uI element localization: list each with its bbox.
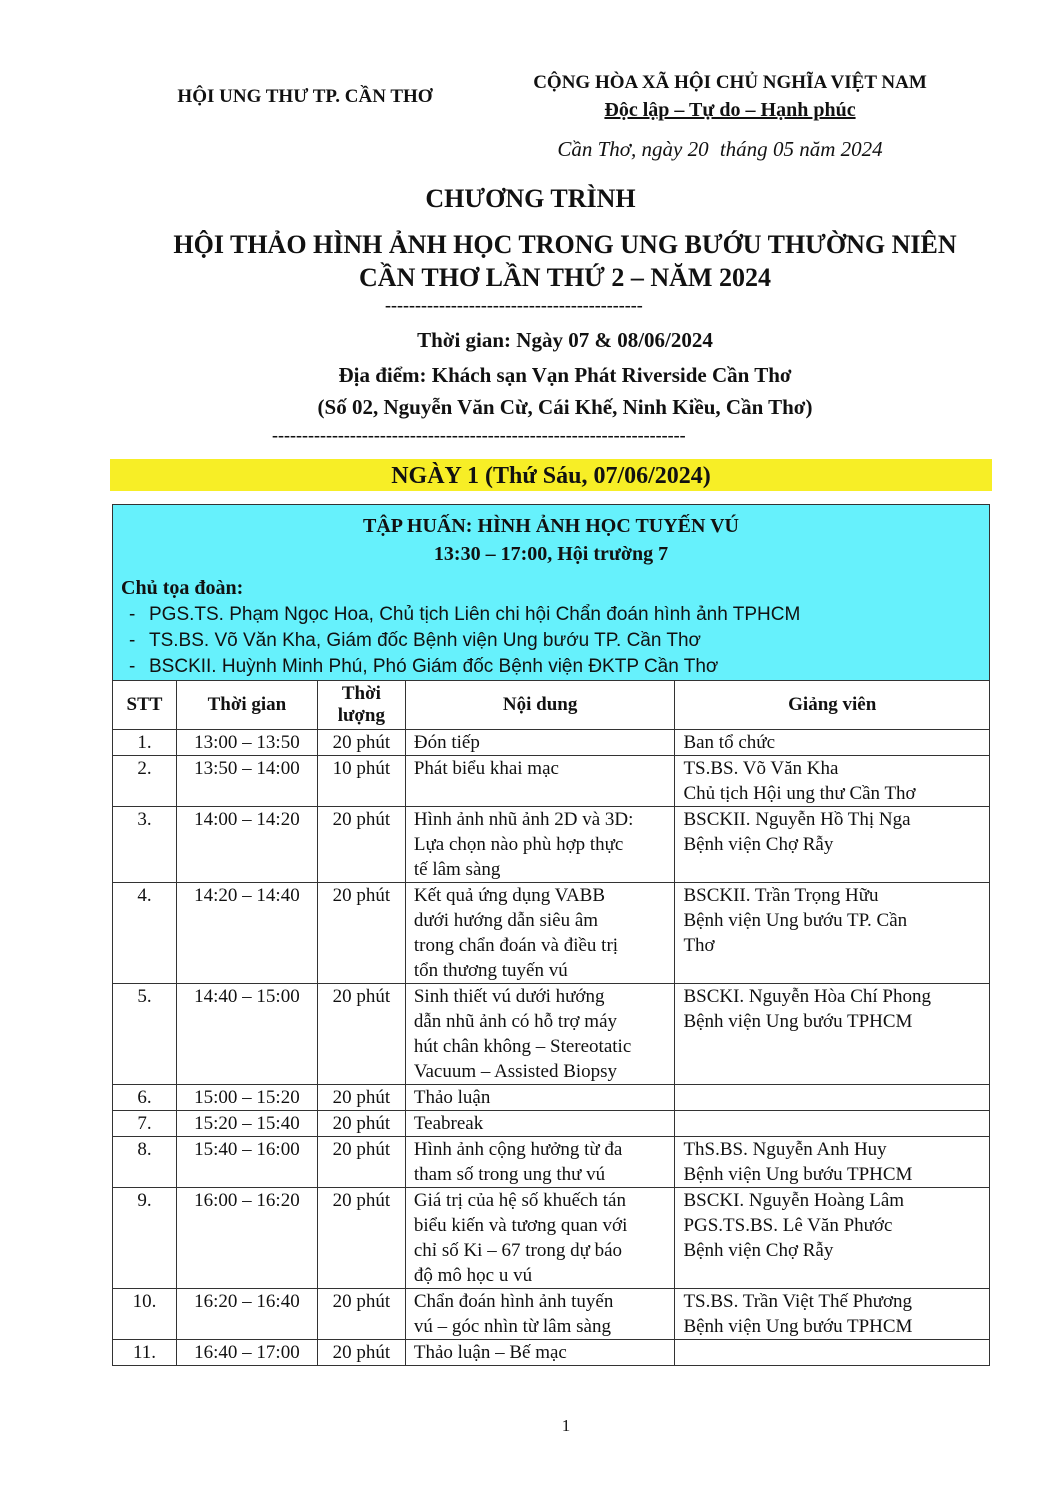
header-duration	[317, 681, 405, 730]
chair-name: TS.BS. Võ Văn Kha, Giám đốc Bệnh viện Ung bướu TP. Cần Thơ	[149, 630, 701, 651]
bullet: -	[129, 630, 136, 651]
date-year-label: năm	[799, 137, 836, 161]
row-number: 9.	[113, 1188, 177, 1289]
row-duration: 20 phút	[317, 730, 405, 756]
row-time: 13:00 – 13:50	[176, 730, 317, 756]
table-header-row	[113, 681, 990, 730]
chair-item	[121, 602, 981, 628]
bullet: -	[129, 656, 136, 677]
row-time: 16:20 – 16:40	[176, 1289, 317, 1340]
row-speaker	[675, 756, 990, 807]
row-time: 14:40 – 15:00	[176, 984, 317, 1085]
chair-label: Chủ tọa đoàn:	[121, 577, 244, 599]
table-row	[113, 883, 990, 984]
table-row	[113, 1137, 990, 1188]
content-line: tham số trong ung thư vú	[413, 1164, 606, 1185]
table-row	[113, 756, 990, 807]
content-line: Thảo luận – Bế mạc	[413, 1342, 567, 1363]
row-number: 8.	[113, 1137, 177, 1188]
row-content	[405, 1111, 675, 1137]
content-line: dẫn nhũ ảnh có hỗ trợ máy	[413, 1011, 618, 1032]
row-duration: 20 phút	[317, 1111, 405, 1137]
content-line: Teabreak	[413, 1113, 484, 1134]
content-line: hút chân không – Stereotatic	[413, 1036, 632, 1057]
date-day: 20	[687, 137, 709, 161]
speaker-line: BSCKII. Nguyễn Hồ Thị Nga	[683, 809, 911, 830]
row-duration: 20 phút	[317, 1340, 405, 1366]
row-number: 6.	[113, 1085, 177, 1111]
row-duration: 20 phút	[317, 883, 405, 984]
row-content	[405, 1085, 675, 1111]
header-speaker: Giảng viên	[675, 681, 990, 730]
speaker-line: ThS.BS. Nguyễn Anh Huy	[683, 1139, 887, 1160]
national-motto	[490, 99, 970, 122]
session-title: TẬP HUẤN: HÌNH ẢNH HỌC TUYẾN VÚ	[363, 515, 739, 537]
page-number: 1	[561, 1416, 571, 1435]
table-row	[113, 1289, 990, 1340]
session-time: 13:30 – 17:00, Hội trường 7	[433, 543, 669, 565]
content-line: dưới hướng dẫn siêu âm	[413, 910, 599, 931]
conference-title-line1: HỘI THẢO HÌNH ẢNH HỌC TRONG UNG BƯỚU THƯỜNG NIÊN	[173, 230, 957, 259]
day1-banner: NGÀY 1 (Thứ Sáu, 07/06/2024)	[110, 459, 992, 491]
header-duration-line2: lượng	[337, 705, 386, 726]
row-duration: 20 phút	[317, 1085, 405, 1111]
row-time: 13:50 – 14:00	[176, 756, 317, 807]
row-duration: 20 phút	[317, 1188, 405, 1289]
row-speaker	[675, 807, 990, 883]
row-speaker	[675, 730, 990, 756]
row-number: 7.	[113, 1111, 177, 1137]
row-content	[405, 1188, 675, 1289]
content-line: tổn thương tuyến vú	[413, 960, 568, 981]
program-title: CHƯƠNG TRÌNH	[425, 184, 636, 213]
header-duration-line1: Thời	[341, 683, 381, 704]
content-line: Đón tiếp	[413, 732, 480, 753]
row-number: 11.	[113, 1340, 177, 1366]
event-address: (Số 02, Nguyễn Văn Cừ, Cái Khế, Ninh Kiều, Cần Thơ)	[317, 395, 813, 419]
date-year: 2024	[840, 137, 883, 161]
header-stt: STT	[113, 681, 177, 730]
row-number: 5.	[113, 984, 177, 1085]
speaker-line: TS.BS. Trần Việt Thế Phương	[683, 1291, 913, 1312]
row-number: 10.	[113, 1289, 177, 1340]
table-row	[113, 1111, 990, 1137]
speaker-line: BSCKI. Nguyễn Hòa Chí Phong	[683, 986, 931, 1007]
row-speaker	[675, 1289, 990, 1340]
date-month-label: tháng	[719, 137, 768, 161]
row-time: 15:40 – 16:00	[176, 1137, 317, 1188]
speaker-line: Bệnh viện Chợ Rẫy	[683, 834, 834, 855]
table-row	[113, 1188, 990, 1289]
content-line: Phát biểu khai mạc	[413, 758, 559, 779]
speaker-line: Bệnh viện Ung bướu TPHCM	[683, 1011, 913, 1032]
row-duration: 20 phút	[317, 984, 405, 1085]
speaker-line: Bệnh viện Ung bướu TPHCM	[683, 1316, 913, 1337]
row-content	[405, 984, 675, 1085]
speaker-line: Chủ tịch Hội ung thư Cần Thơ	[683, 783, 916, 804]
header-content: Nội dung	[405, 681, 675, 730]
row-content	[405, 883, 675, 984]
table-row	[113, 1085, 990, 1111]
speaker-line: TS.BS. Võ Văn Kha	[683, 758, 839, 779]
content-line: Kết quả ứng dụng VABB	[413, 885, 606, 906]
content-line: chỉ số Ki – 67 trong dự báo	[413, 1240, 623, 1261]
date-month: 05	[772, 137, 794, 161]
row-content	[405, 756, 675, 807]
speaker-line: Bệnh viện Ung bướu TPHCM	[683, 1164, 913, 1185]
chair-name: BSCKII. Huỳnh Minh Phú, Phó Giám đốc Bệnh viện ĐKTP Cần Thơ	[149, 656, 719, 677]
session-info-cell	[113, 505, 990, 681]
row-time: 15:00 – 15:20	[176, 1085, 317, 1111]
chair-name: PGS.TS. Phạm Ngọc Hoa, Chủ tịch Liên chi hội Chẩn đoán hình ảnh TPHCM	[149, 604, 801, 625]
row-number: 1.	[113, 730, 177, 756]
content-line: Hình ảnh nhũ ảnh 2D và 3D:	[413, 809, 634, 830]
content-line: biểu kiến và tương quan với	[413, 1215, 628, 1236]
content-line: Giá trị của hệ số khuếch tán	[413, 1190, 626, 1211]
organization-name: HỘI UNG THƯ TP. CẦN THƠ	[177, 86, 433, 107]
speaker-line: Bệnh viện Chợ Rẫy	[683, 1240, 834, 1261]
motto-text: Độc lập – Tự do – Hạnh phúc	[604, 99, 856, 121]
conference-title-line2: CẦN THƠ LẦN THỨ 2 – NĂM 2024	[359, 263, 771, 292]
row-number: 4.	[113, 883, 177, 984]
row-content	[405, 1137, 675, 1188]
schedule-table	[112, 504, 990, 1366]
row-speaker	[675, 883, 990, 984]
row-duration: 20 phút	[317, 1137, 405, 1188]
chair-item	[121, 654, 981, 680]
row-speaker	[675, 1137, 990, 1188]
row-speaker	[675, 984, 990, 1085]
content-line: Thảo luận	[413, 1087, 491, 1108]
row-speaker	[675, 1340, 990, 1366]
row-time: 14:00 – 14:20	[176, 807, 317, 883]
content-line: tế lâm sàng	[413, 859, 501, 880]
row-content	[405, 1340, 675, 1366]
content-line: Vacuum – Assisted Biopsy	[413, 1061, 618, 1082]
row-time: 14:20 – 14:40	[176, 883, 317, 984]
event-time: Thời gian: Ngày 07 & 08/06/2024	[417, 328, 713, 352]
row-duration: 10 phút	[317, 756, 405, 807]
row-content	[405, 1289, 675, 1340]
row-time: 16:00 – 16:20	[176, 1188, 317, 1289]
bullet: -	[129, 604, 136, 625]
row-content	[405, 807, 675, 883]
event-venue: Địa điểm: Khách sạn Vạn Phát Riverside Cần Thơ	[338, 363, 792, 387]
row-number: 2.	[113, 756, 177, 807]
table-row	[113, 730, 990, 756]
row-duration: 20 phút	[317, 1289, 405, 1340]
document-date	[490, 137, 950, 162]
table-row	[113, 984, 990, 1085]
date-city: Cần Thơ, ngày	[557, 137, 683, 161]
speaker-line: BSCKII. Trần Trọng Hữu	[683, 885, 879, 906]
content-line: trong chẩn đoán và điều trị	[413, 935, 619, 956]
divider-top: -------------------------------------------	[385, 295, 643, 315]
row-speaker	[675, 1085, 990, 1111]
content-line: Chẩn đoán hình ảnh tuyến	[413, 1291, 614, 1312]
row-duration: 20 phút	[317, 807, 405, 883]
header-time: Thời gian	[176, 681, 317, 730]
content-line: Sinh thiết vú dưới hướng	[413, 986, 605, 1007]
content-line: Hình ảnh cộng hưởng từ đa	[413, 1139, 623, 1160]
row-speaker	[675, 1188, 990, 1289]
content-line: vú – góc nhìn từ lâm sàng	[413, 1316, 611, 1337]
speaker-line: Thơ	[683, 935, 715, 956]
nation-title: CỘNG HÒA XÃ HỘI CHỦ NGHĨA VIỆT NAM	[533, 72, 927, 93]
speaker-line: Ban tổ chức	[683, 732, 776, 753]
divider-bottom: ---------------------------------------------------------------------	[272, 425, 686, 445]
row-time: 15:20 – 15:40	[176, 1111, 317, 1137]
speaker-line: Bệnh viện Ung bướu TP. Cần	[683, 910, 908, 931]
row-content	[405, 730, 675, 756]
speaker-line: PGS.TS.BS. Lê Văn Phước	[683, 1215, 893, 1236]
table-row	[113, 807, 990, 883]
row-number: 3.	[113, 807, 177, 883]
row-time: 16:40 – 17:00	[176, 1340, 317, 1366]
table-row	[113, 1340, 990, 1366]
row-speaker	[675, 1111, 990, 1137]
content-line: độ mô học u vú	[413, 1265, 533, 1286]
speaker-line: BSCKI. Nguyễn Hoàng Lâm	[683, 1190, 905, 1211]
chair-item	[121, 628, 981, 654]
conference-title	[100, 228, 1030, 294]
content-line: Lựa chọn nào phù hợp thực	[413, 834, 624, 855]
